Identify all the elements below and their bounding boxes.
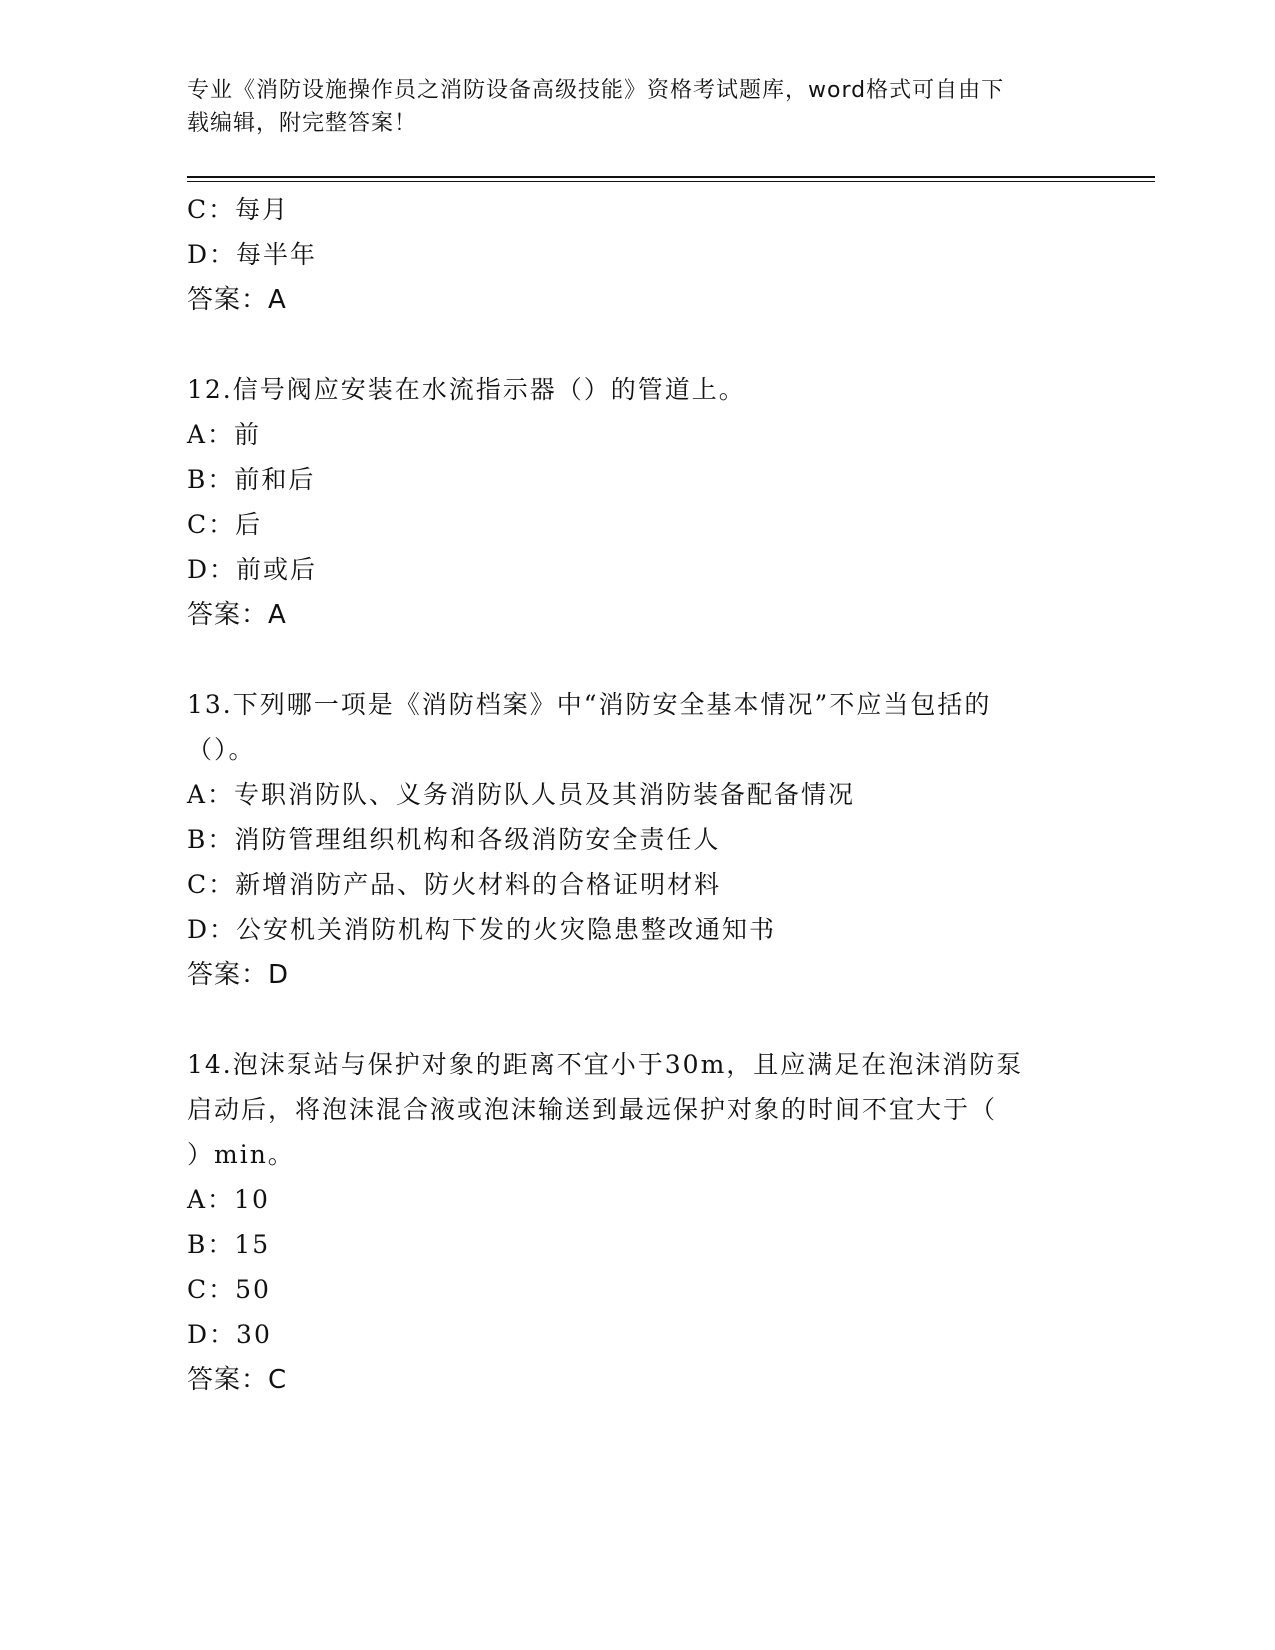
- answer-line: 答案：A: [187, 285, 287, 315]
- document-header: [187, 74, 1067, 140]
- option-c: C：新增消防产品、防火材料的合格证明材料: [187, 870, 722, 899]
- option-d: D：每半年: [187, 240, 318, 269]
- header-divider-thin: [187, 181, 1155, 182]
- option-c: C：每月: [187, 195, 290, 224]
- option-b: B：前和后: [187, 465, 316, 494]
- option-a: A：专职消防队、义务消防队人员及其消防装备配备情况: [187, 780, 856, 809]
- option-a: A：前: [187, 420, 262, 449]
- answer-line: 答案：A: [187, 600, 287, 630]
- header-line-2: 载编辑，附完整答案！: [187, 111, 418, 136]
- option-d: D：30: [187, 1320, 272, 1349]
- header-line-1: 专业《消防设施操作员之消防设备高级技能》资格考试题库，word格式可自由下: [187, 78, 1005, 103]
- option-b: B：15: [187, 1230, 271, 1259]
- answer-line: 答案：D: [187, 960, 290, 990]
- question-13-stem-continued: （）。: [187, 735, 256, 764]
- option-d: D：公安机关消防机构下发的火灾隐患整改通知书: [187, 915, 777, 944]
- question-14-stem-continued: 启动后，将泡沫混合液或泡沫输送到最远保护对象的时间不宜大于（: [187, 1095, 998, 1124]
- answer-line: 答案：C: [187, 1365, 288, 1395]
- question-12-stem: 12.信号阀应安装在水流指示器（）的管道上。: [187, 375, 746, 404]
- question-14-stem: 14.泡沫泵站与保护对象的距离不宜小于30m，且应满足在泡沫消防泵: [187, 1050, 1024, 1079]
- question-13-stem: 13.下列哪一项是《消防档案》中“消防安全基本情况”不应当包括的: [187, 690, 992, 719]
- option-d: D：前或后: [187, 555, 318, 584]
- option-c: C：后: [187, 510, 263, 539]
- header-divider-thick: [187, 176, 1155, 178]
- question-14-stem-continued: ）min。: [187, 1140, 295, 1169]
- option-a: A：10: [187, 1185, 270, 1214]
- option-c: C：50: [187, 1275, 271, 1304]
- option-b: B：消防管理组织机构和各级消防安全责任人: [187, 825, 721, 854]
